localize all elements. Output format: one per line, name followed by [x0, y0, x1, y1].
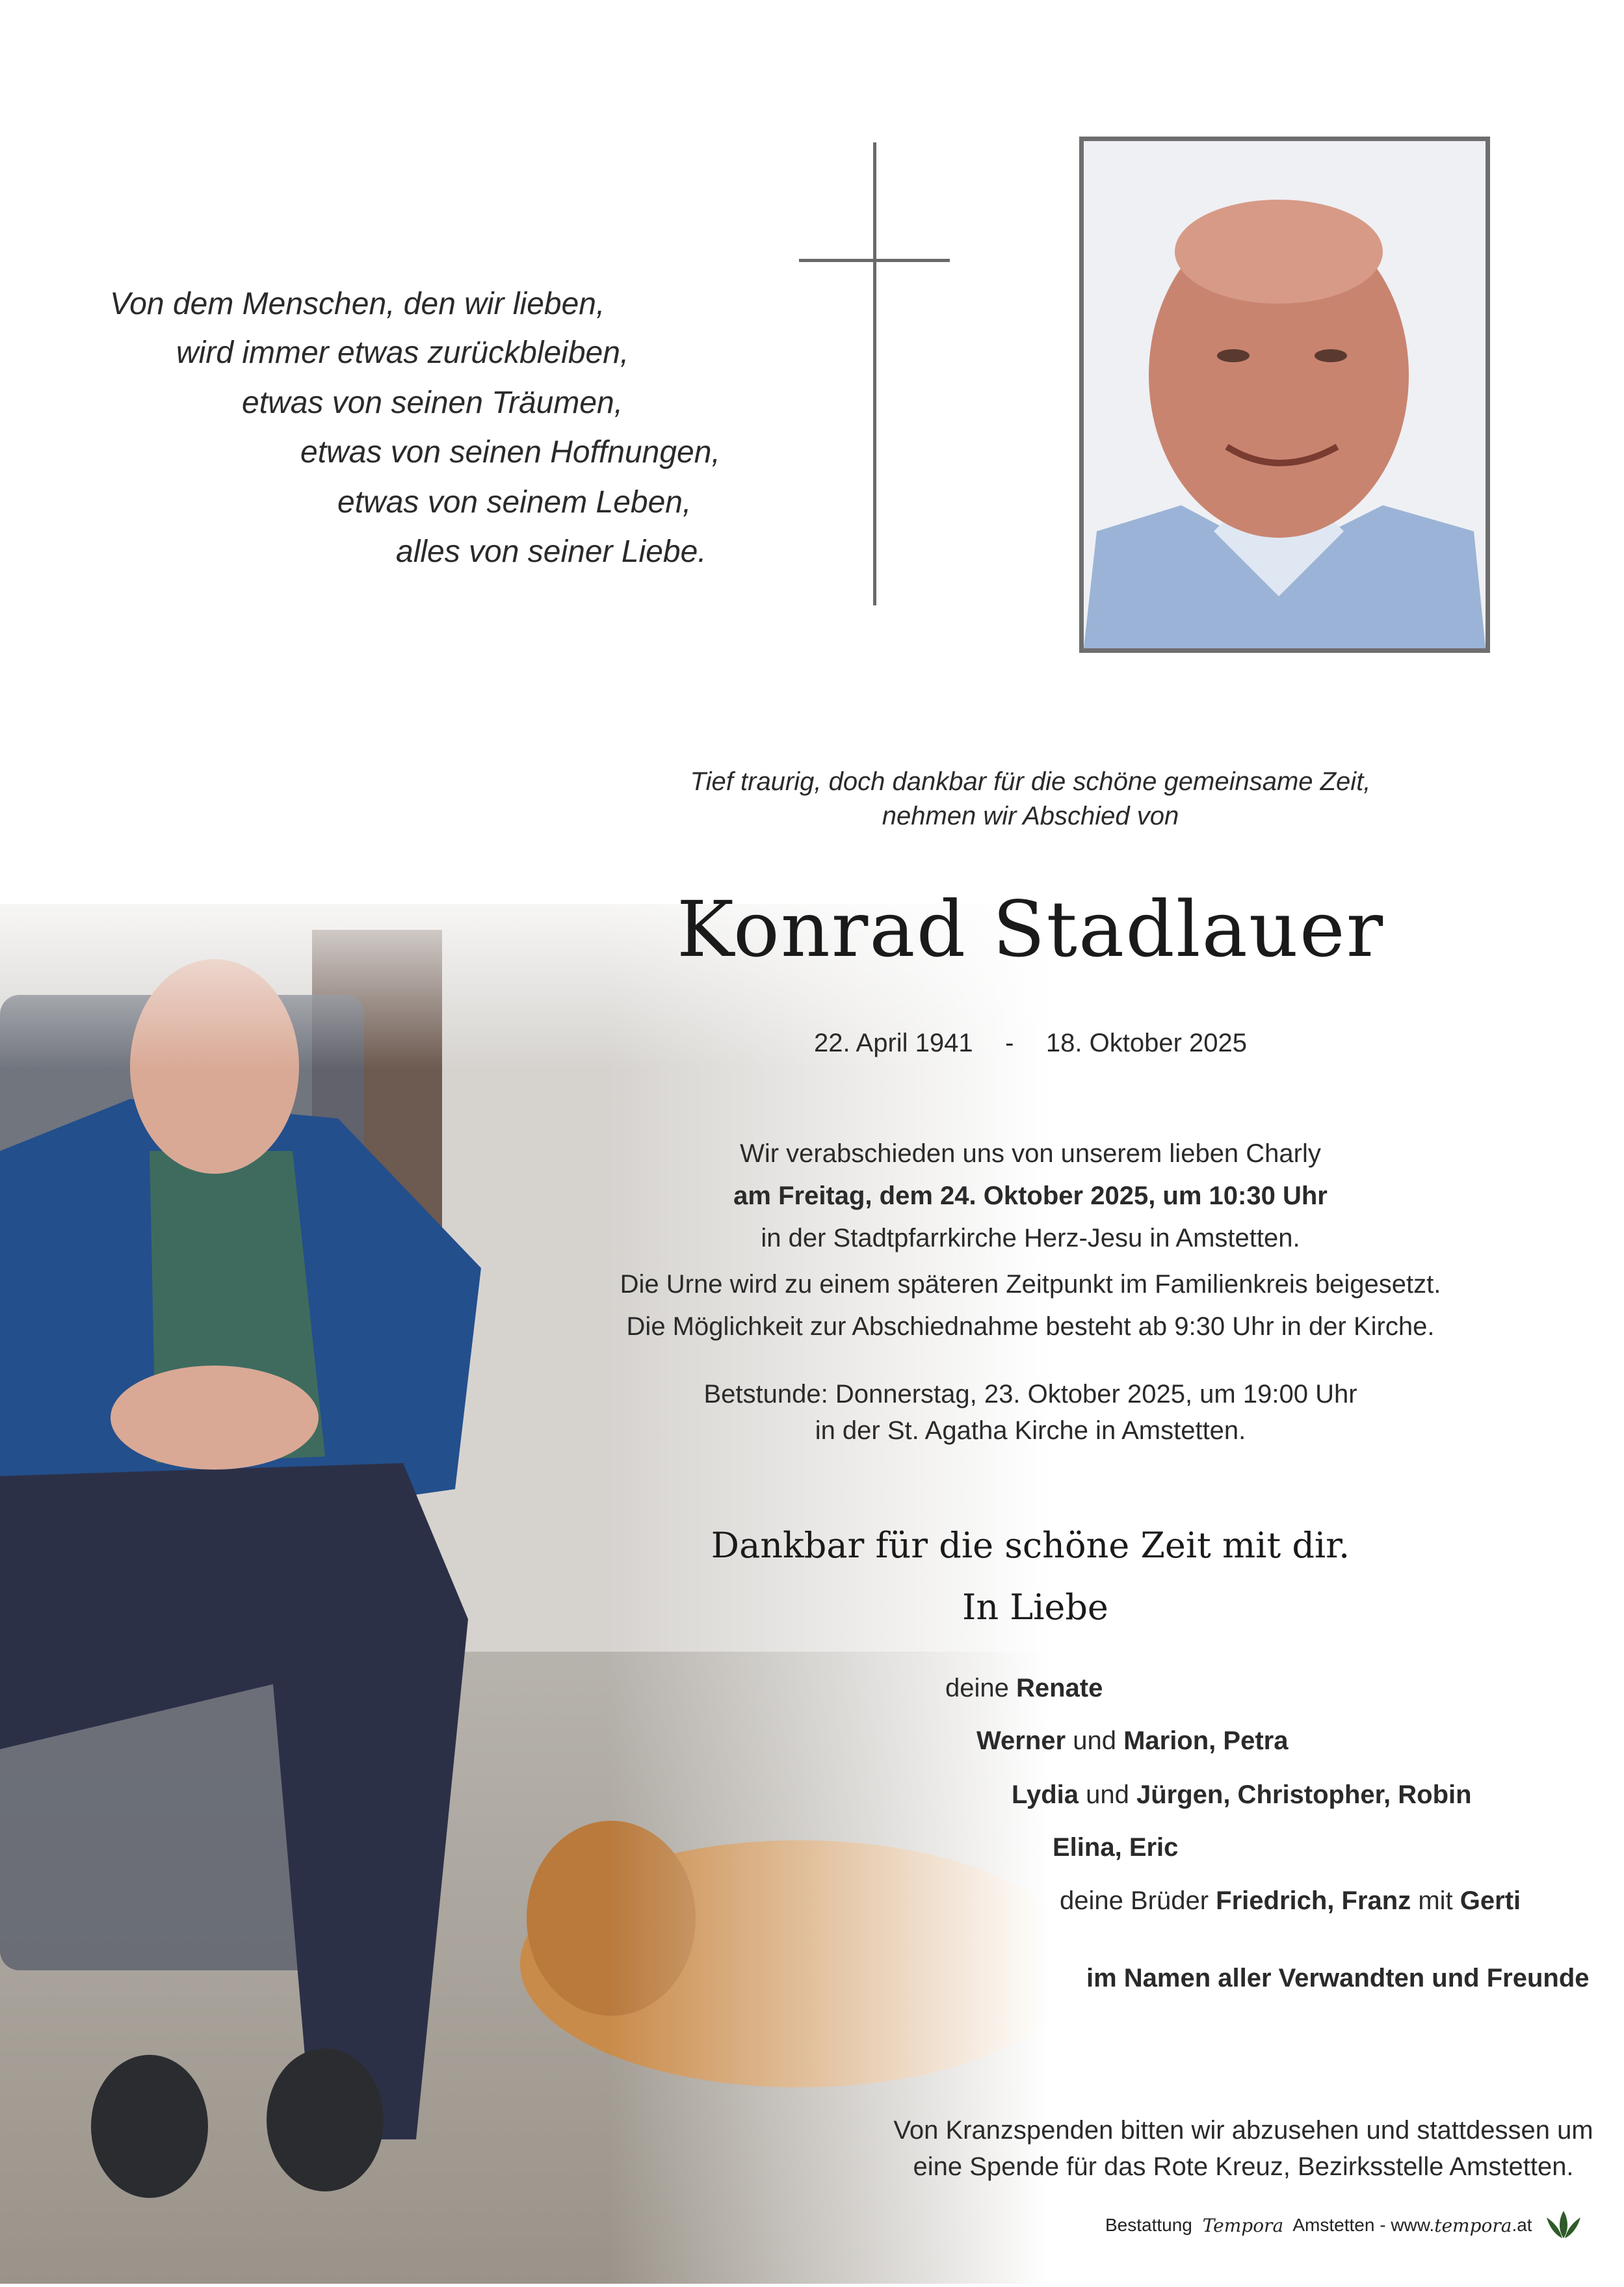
photo-man-with-dog: [0, 904, 1105, 2284]
life-dates: [543, 1029, 1518, 1058]
thanks-line: Dankbar für die schöne Zeit mit dir.: [711, 1525, 1350, 1566]
ceremony-line: Die Möglichkeit zur Abschiednahme besteht ab 9:30 Uhr in der Kirche.: [626, 1312, 1435, 1341]
prayer-line: in der St. Agatha Kirche in Amstetten.: [815, 1416, 1246, 1445]
footer-funeral-home: Bestattung Tempora Amstetten - www. tempora .at: [1105, 2211, 1583, 2240]
poem-line: alles von seiner Liebe.: [396, 535, 707, 569]
ceremony-datetime: am Freitag, dem 24. Oktober 2025, um 10:30 Uhr: [733, 1182, 1328, 1210]
family-line: Elina, Eric: [1053, 1833, 1179, 1862]
donation-line: Von Kranzspenden bitten wir abzusehen und stattdessen um: [893, 2116, 1593, 2145]
deceased-name: Konrad Stadlauer: [676, 884, 1385, 974]
brand-name: Tempora: [1202, 2214, 1284, 2236]
ceremony-info: [543, 1133, 1518, 1348]
donation-line: eine Spende für das Rote Kreuz, Bezirksstelle Amstetten.: [913, 2152, 1574, 2181]
intro: [543, 767, 1518, 831]
ceremony-line: in der Stadtpfarrkirche Herz-Jesu in Amstetten.: [761, 1224, 1300, 1252]
poem-line: wird immer etwas zurückbleiben,: [176, 336, 629, 370]
family-line: deine Renate: [945, 1674, 1103, 1702]
family-line: Lydia und Jürgen, Christopher, Robin: [1012, 1780, 1472, 1809]
family-line: im Namen aller Verwandten und Freunde: [1086, 1964, 1590, 1992]
leaf-logo-icon: [1544, 2211, 1583, 2240]
poem-line: etwas von seinen Träumen,: [242, 386, 623, 420]
in-love-line: In Liebe: [962, 1587, 1108, 1628]
death-date: 18. Oktober 2025: [1045, 1029, 1247, 1057]
prayer-info: [543, 1376, 1518, 1449]
portrait-photo: [1079, 137, 1490, 653]
ceremony-line: Wir verabschieden uns von unserem lieben Charly: [740, 1139, 1321, 1168]
poem-line: etwas von seinem Leben,: [337, 485, 692, 520]
birth-date: 22. April 1941: [814, 1029, 973, 1057]
intro-line: Tief traurig, doch dankbar für die schöne gemeinsame Zeit,: [690, 767, 1371, 796]
donation-note: [865, 2112, 1622, 2185]
poem-line: etwas von seinen Hoffnungen,: [300, 435, 720, 469]
ceremony-line: Die Urne wird zu einem späteren Zeitpunkt im Familienkreis beigesetzt.: [620, 1270, 1441, 1299]
family-line: Werner und Marion, Petra: [976, 1726, 1289, 1755]
family-line: deine Brüder Friedrich, Franz mit Gerti: [1060, 1886, 1521, 1915]
prayer-line: Betstunde: Donnerstag, 23. Oktober 2025, um 19:00 Uhr: [703, 1380, 1357, 1408]
intro-line: nehmen wir Abschied von: [882, 802, 1179, 830]
poem-line: Von dem Menschen, den wir lieben,: [110, 287, 605, 321]
date-separator: -: [1005, 1029, 1014, 1057]
